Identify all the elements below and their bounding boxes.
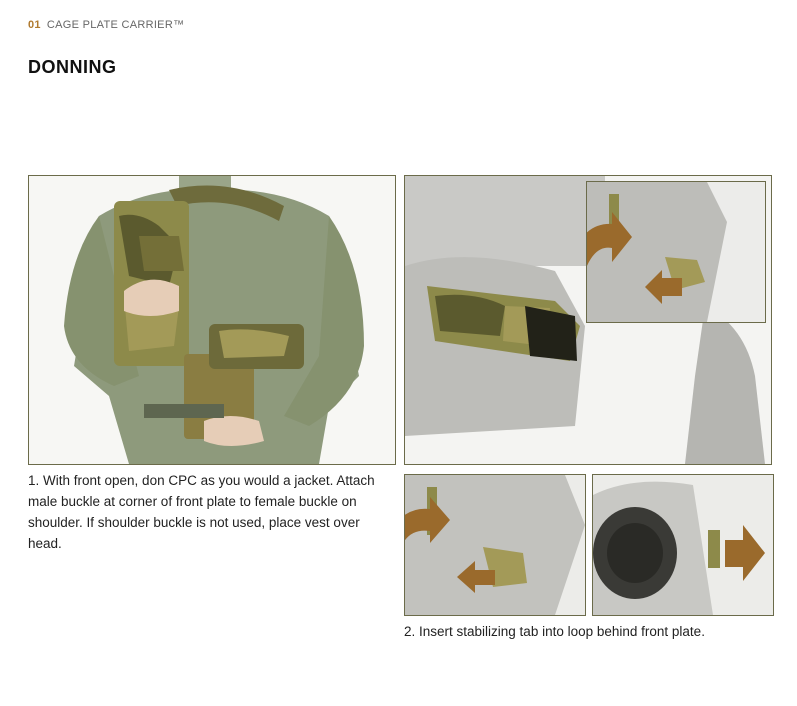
step-2-left-illustration: [405, 475, 585, 615]
buckle-inset: [586, 181, 766, 323]
section-header: [28, 19, 184, 31]
section-number: 01: [28, 19, 41, 31]
step-2-photo-left: [404, 474, 586, 616]
step-2-photo-right: [592, 474, 774, 616]
donning-illustration: [29, 176, 395, 464]
section-title: CAGE PLATE CARRIER™: [46, 19, 185, 31]
stabilizing-tab-closeup: [404, 175, 772, 465]
donning-photo: [28, 175, 396, 465]
caption-step-2: 2. Insert stabilizing tab into loop behind front plate.: [404, 624, 705, 639]
buckle-inset-illustration: [587, 182, 765, 322]
page-heading: DONNING: [28, 57, 117, 77]
step-2-right-illustration: [593, 475, 773, 615]
caption-step-1: 1. With front open, don CPC as you would a jacket. Attach male buckle at corner of front plate to female buckle on shoulder. If shoulder buckle is not used, place vest over head.: [28, 473, 375, 551]
